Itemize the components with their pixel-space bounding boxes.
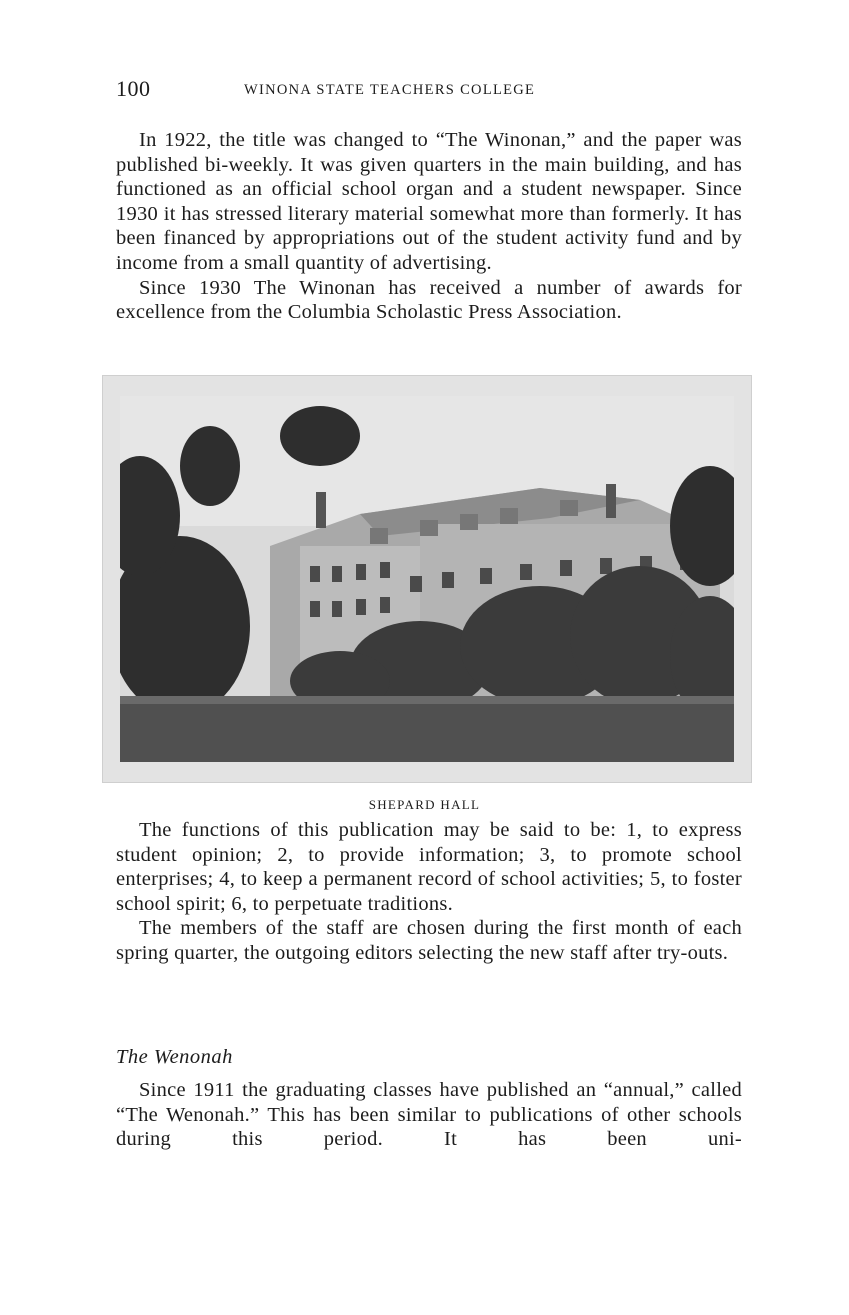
running-head: WINONA STATE TEACHERS COLLEGE [244,82,536,98]
text-block-middle [116,818,742,966]
page-header [116,76,746,106]
figure-caption: SHEPARD HALL [368,797,481,812]
paragraph: Since 1930 The Winonan has received a number of awards for excellence from the Columbia Scholastic Press Association. [116,276,742,324]
paragraph: The members of the staff are chosen during the first month of each spring quarter, the outgoing editors selecting the new staff after try-outs. [116,917,742,964]
page-number: 100 [116,76,151,101]
text-block-top [116,128,742,325]
text-block-bottom [116,1078,742,1152]
paragraph: The functions of this publication may be said to be: 1, to express student opinion; 2, to provide information; 3, to promote school enterprises; 4, to keep a permanent record of school activities; 5, to foster school spirit; 6, to perpetuate traditions. [116,819,742,915]
paragraph: Since 1911 the graduating classes have published an “annual,” called “The Wenonah.” This has been similar to publications of other schools during this period. It has been uni- [116,1079,742,1151]
paragraph: In 1922, the title was changed to “The Winonan,” and the paper was published bi-weekly. It was given quarters in the main building, and has functioned as an official school organ and a student newspaper. Since 1930 it has stressed literary material somewhat more than formerly. It has been financed by appropriations out of the student activity fund and by income from a small quantity of advertising. [116,129,742,274]
shepard-hall-photo [120,396,734,762]
photo-figure [102,375,752,783]
section-heading: The Wenonah [116,1046,233,1068]
